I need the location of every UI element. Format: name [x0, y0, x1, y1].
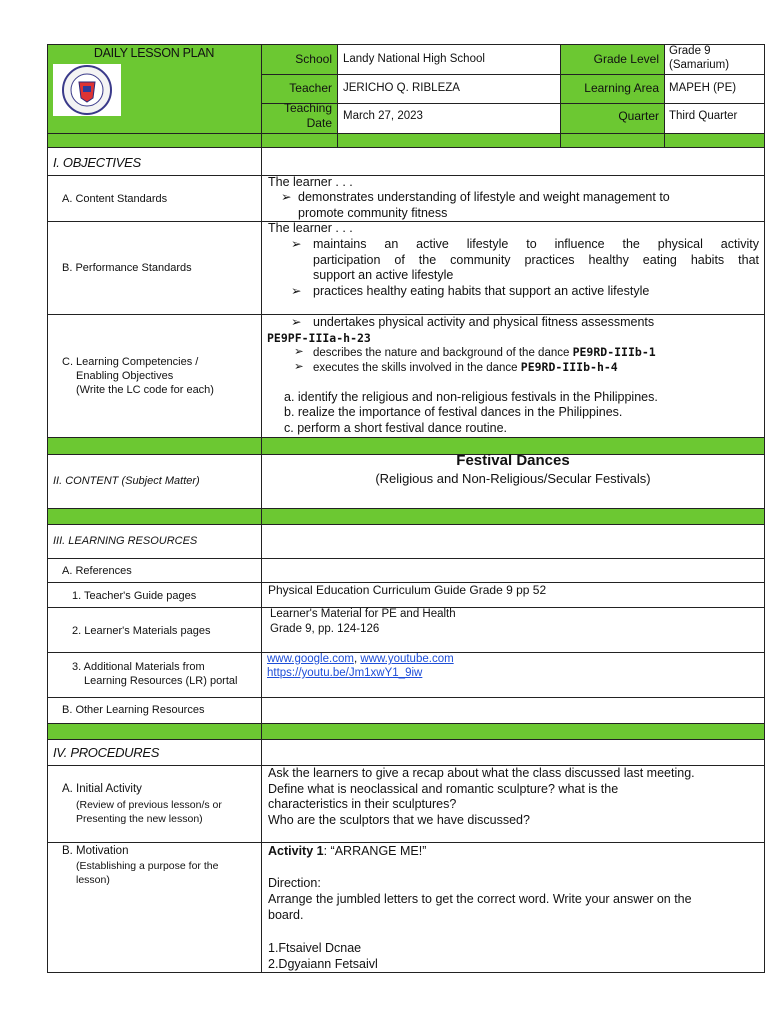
initial-activity-line-3: characteristics in their sculptures?	[268, 797, 457, 811]
competencies-label-1: C. Learning Competencies /	[62, 356, 199, 368]
performance-b2: practices healthy eating habits that support an active lifestyle	[313, 284, 650, 298]
objective-b: b. realize the importance of festival dances in the Philippines.	[284, 405, 623, 419]
teacher-value: JERICHO Q. RIBLEZA	[343, 82, 460, 94]
additional-materials-label-1: 3. Additional Materials from	[72, 661, 205, 673]
content-title: Festival Dances	[456, 452, 570, 469]
performance-standards-intro: The learner . . .	[268, 221, 353, 235]
initial-activity-sub-2: Presenting the new lesson)	[76, 813, 203, 825]
resources-heading: III. LEARNING RESOURCES	[53, 535, 198, 547]
youtube-video-link[interactable]: https://youtu.be/Jm1xwY1_9iw	[267, 667, 423, 679]
direction-line-2: board.	[268, 908, 304, 922]
school-value: Landy National High School	[343, 53, 485, 65]
competencies-label-3: (Write the LC code for each)	[76, 384, 214, 396]
performance-bullet-2	[291, 284, 759, 300]
arrow-bullet-icon: ➢	[294, 361, 304, 373]
performance-b1-line1: maintains an active lifestyle to influence the physical activity	[313, 237, 759, 251]
content-subtitle: (Religious and Non-Religious/Secular Festivals)	[375, 471, 651, 486]
quarter-value: Third Quarter	[669, 110, 738, 122]
competency-code-3: PE9RD-IIIb-h-4	[520, 360, 618, 374]
performance-b1-line3: support an active lifestyle	[313, 268, 454, 282]
green-band-4	[47, 723, 765, 739]
arrow-bullet-icon: ➢	[281, 190, 292, 204]
jumbled-item-2: 2.Dgyaiann Fetsaivl	[268, 957, 378, 971]
initial-activity-line-1: Ask the learners to give a recap about what the class discussed last meeting.	[268, 766, 695, 780]
performance-bullet-1	[291, 237, 759, 284]
grade-level-label: Grade Level	[593, 52, 659, 66]
competency-b3: executes the skills involved in the dance	[313, 362, 518, 374]
arrow-bullet-icon: ➢	[291, 315, 302, 329]
deped-seal	[53, 64, 121, 116]
activity-title-bold: Activity 1	[268, 844, 324, 858]
quarter-label: Quarter	[618, 109, 659, 123]
objective-c: c. perform a short festival dance routine.	[284, 421, 508, 435]
initial-activity-line-2: Define what is neoclassical and romantic sculpture? what is the	[268, 782, 619, 796]
additional-materials-label-2: Learning Resources (LR) portal	[84, 675, 238, 687]
competency-code-1: PE9PF-IIIa-h-23	[267, 331, 371, 345]
google-link[interactable]: www.google.com	[267, 653, 354, 665]
resource-links-line	[267, 653, 454, 666]
motivation-label: B. Motivation	[62, 845, 129, 857]
content-standards-label: A. Content Standards	[62, 193, 168, 205]
teachers-guide-value: Physical Education Curriculum Guide Grade 9 pp 52	[268, 583, 547, 597]
content-label: II. CONTENT (Subject Matter)	[53, 475, 200, 487]
initial-activity-line-4: Who are the sculptors that we have discussed?	[268, 813, 530, 827]
objective-a: a. identify the religious and non-religious festivals in the Philippines.	[284, 390, 658, 404]
learners-materials-value-1: Learner's Material for PE and Health	[270, 608, 456, 620]
grade-level-value-2: (Samarium)	[669, 59, 730, 71]
competency-bullet-3	[294, 360, 764, 377]
content-standards-intro: The learner . . .	[268, 175, 353, 189]
competency-b1: undertakes physical activity and physical fitness assessments	[313, 315, 655, 329]
learners-materials-value-2: Grade 9, pp. 124-126	[270, 623, 380, 635]
references-label: A. References	[62, 565, 132, 577]
competency-code-2: PE9RD-IIIb-1	[572, 345, 656, 359]
activity-title-rest: : “ARRANGE ME!”	[323, 844, 427, 858]
teacher-label: Teacher	[289, 81, 332, 95]
content-standards-bullet	[281, 190, 761, 221]
motivation-sub-2: lesson)	[76, 874, 110, 886]
lesson-plan-title: DAILY LESSON PLAN	[93, 46, 215, 60]
initial-activity-label: A. Initial Activity	[62, 783, 142, 795]
green-band-1	[47, 133, 765, 147]
arrow-bullet-icon: ➢	[291, 284, 302, 298]
teaching-date-label-2: Date	[306, 116, 332, 130]
jumbled-item-1: 1.Ftsaivel Dcnae	[268, 941, 362, 955]
performance-b1-line2: participation of the community practices healthy eating habits that	[313, 252, 759, 267]
arrow-bullet-icon: ➢	[291, 237, 302, 251]
teachers-guide-label: 1. Teacher's Guide pages	[72, 590, 197, 602]
learners-materials-label: 2. Learner's Materials pages	[72, 625, 211, 637]
other-resources-label: B. Other Learning Resources	[62, 704, 205, 716]
initial-activity-sub-1: (Review of previous lesson/s or	[76, 799, 222, 811]
grade-level-value-1: Grade 9	[669, 45, 711, 57]
teaching-date-value: March 27, 2023	[343, 110, 423, 122]
arrow-bullet-icon: ➢	[294, 346, 304, 358]
learning-area-label: Learning Area	[584, 81, 659, 95]
performance-standards-label: B. Performance Standards	[62, 262, 192, 274]
green-band-3	[47, 508, 765, 524]
competency-b2: describes the nature and background of the dance	[313, 347, 570, 359]
teaching-date-label-1: Teaching	[283, 101, 332, 115]
direction-label: Direction:	[268, 876, 321, 890]
content-standards-bullet-line1: demonstrates understanding of lifestyle and weight management to	[298, 190, 670, 204]
school-label: School	[295, 52, 332, 66]
content-standards-bullet-line2: promote community fitness	[298, 205, 448, 220]
link-separator: ,	[353, 653, 358, 665]
objectives-heading: I. OBJECTIVES	[53, 155, 141, 170]
competencies-label-2: Enabling Objectives	[76, 370, 174, 382]
direction-line-1: Arrange the jumbled letters to get the correct word. Write your answer on the	[268, 892, 692, 906]
activity-title	[268, 844, 426, 860]
youtube-link[interactable]: www.youtube.com	[360, 653, 454, 665]
motivation-sub-1: (Establishing a purpose for the	[76, 860, 219, 872]
procedures-heading: IV. PROCEDURES	[53, 745, 160, 760]
learning-area-value: MAPEH (PE)	[669, 82, 737, 94]
competency-bullet-1	[291, 315, 761, 331]
